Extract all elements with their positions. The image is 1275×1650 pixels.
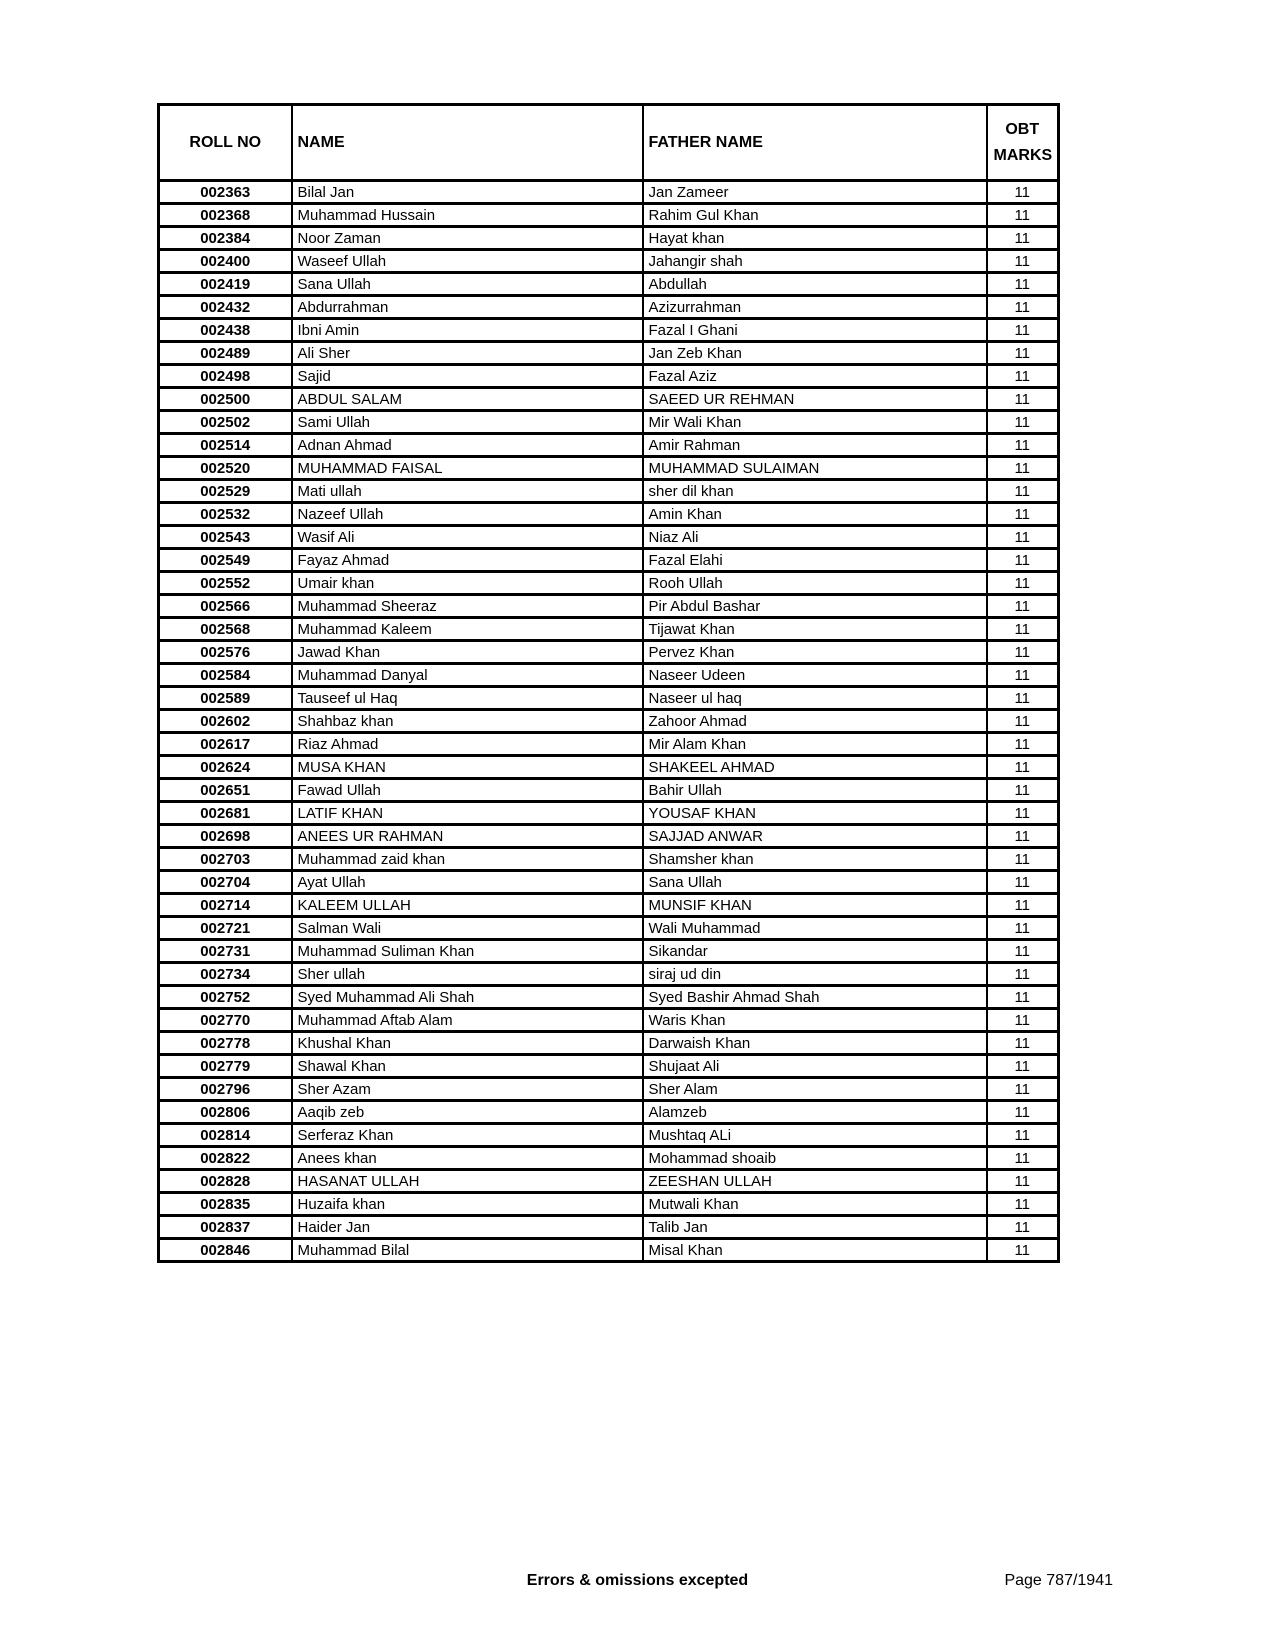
roll-no-cell: 002806 <box>159 1101 292 1124</box>
roll-no-cell: 002419 <box>159 273 292 296</box>
name-cell: Muhammad Hussain <box>292 204 643 227</box>
father-name-cell: Naseer ul haq <box>643 687 987 710</box>
father-name-cell: Alamzeb <box>643 1101 987 1124</box>
father-name-cell: Mir Wali Khan <box>643 411 987 434</box>
father-name-cell: Rooh Ullah <box>643 572 987 595</box>
roll-no-cell: 002498 <box>159 365 292 388</box>
father-name-cell: Jahangir shah <box>643 250 987 273</box>
father-name-cell: Waris Khan <box>643 1009 987 1032</box>
errors-omissions-note: Errors & omissions excepted <box>526 1572 749 1589</box>
table-row <box>159 1032 1059 1055</box>
table-row <box>159 572 1059 595</box>
header-row <box>159 105 1059 181</box>
name-cell: Umair khan <box>292 572 643 595</box>
table-row <box>159 664 1059 687</box>
name-cell: Fayaz Ahmad <box>292 549 643 572</box>
table-row <box>159 1101 1059 1124</box>
name-cell: Bilal Jan <box>292 181 643 204</box>
roll-no-cell: 002752 <box>159 986 292 1009</box>
name-cell: Khushal Khan <box>292 1032 643 1055</box>
table-row <box>159 204 1059 227</box>
table-row <box>159 319 1059 342</box>
father-name-cell: Fazal I Ghani <box>643 319 987 342</box>
page-footer <box>0 1572 1275 1596</box>
obt-marks-cell: 11 <box>987 618 1059 641</box>
obt-marks-cell: 11 <box>987 825 1059 848</box>
roll-no-cell: 002734 <box>159 963 292 986</box>
name-cell: Ali Sher <box>292 342 643 365</box>
father-name-cell: Fazal Aziz <box>643 365 987 388</box>
obt-marks-cell: 11 <box>987 365 1059 388</box>
name-cell: Sami Ullah <box>292 411 643 434</box>
father-name-cell: Sher Alam <box>643 1078 987 1101</box>
father-name-cell: Sikandar <box>643 940 987 963</box>
father-name-cell: MUHAMMAD SULAIMAN <box>643 457 987 480</box>
roll-no-cell: 002566 <box>159 595 292 618</box>
results-table-header <box>159 105 1059 181</box>
table-row <box>159 687 1059 710</box>
father-name-cell: Jan Zameer <box>643 181 987 204</box>
obt-marks-cell: 11 <box>987 595 1059 618</box>
father-name-cell: Pervez Khan <box>643 641 987 664</box>
page-number: Page 787/1941 <box>1004 1572 1113 1589</box>
name-cell: Sana Ullah <box>292 273 643 296</box>
name-cell: Huzaifa khan <box>292 1193 643 1216</box>
father-name-cell: Fazal Elahi <box>643 549 987 572</box>
roll-no-cell: 002651 <box>159 779 292 802</box>
roll-no-cell: 002543 <box>159 526 292 549</box>
table-row <box>159 1170 1059 1193</box>
obt-marks-cell: 11 <box>987 1101 1059 1124</box>
roll-no-cell: 002617 <box>159 733 292 756</box>
obt-marks-cell: 11 <box>987 779 1059 802</box>
table-row <box>159 710 1059 733</box>
obt-marks-cell: 11 <box>987 871 1059 894</box>
name-cell: Waseef Ullah <box>292 250 643 273</box>
father-name-cell: Talib Jan <box>643 1216 987 1239</box>
table-row <box>159 181 1059 204</box>
roll-no-cell: 002721 <box>159 917 292 940</box>
roll-no-cell: 002576 <box>159 641 292 664</box>
name-cell: ANEES UR RAHMAN <box>292 825 643 848</box>
results-table-body <box>159 181 1059 1262</box>
name-cell: Muhammad Suliman Khan <box>292 940 643 963</box>
obt-marks-cell: 11 <box>987 1193 1059 1216</box>
roll-no-cell: 002520 <box>159 457 292 480</box>
obt-marks-cell: 11 <box>987 963 1059 986</box>
table-row <box>159 825 1059 848</box>
obt-marks-cell: 11 <box>987 848 1059 871</box>
obt-marks-cell: 11 <box>987 526 1059 549</box>
roll-no-cell: 002584 <box>159 664 292 687</box>
table-row <box>159 503 1059 526</box>
table-row <box>159 1216 1059 1239</box>
father-name-cell: Darwaish Khan <box>643 1032 987 1055</box>
table-row <box>159 296 1059 319</box>
father-name-cell: SAEED UR REHMAN <box>643 388 987 411</box>
table-row <box>159 1078 1059 1101</box>
roll-no-cell: 002432 <box>159 296 292 319</box>
table-row <box>159 388 1059 411</box>
name-cell: Ayat Ullah <box>292 871 643 894</box>
father-name-cell: MUNSIF KHAN <box>643 894 987 917</box>
roll-no-cell: 002514 <box>159 434 292 457</box>
obt-marks-cell: 11 <box>987 641 1059 664</box>
father-name-cell: Shamsher khan <box>643 848 987 871</box>
father-name-cell: Wali Muhammad <box>643 917 987 940</box>
father-name-cell: Syed Bashir Ahmad Shah <box>643 986 987 1009</box>
name-cell: Salman Wali <box>292 917 643 940</box>
name-cell: Mati ullah <box>292 480 643 503</box>
name-cell: Sher Azam <box>292 1078 643 1101</box>
father-name-cell: Misal Khan <box>643 1239 987 1262</box>
table-row <box>159 733 1059 756</box>
name-cell: Nazeef Ullah <box>292 503 643 526</box>
father-name-cell: Amir Rahman <box>643 434 987 457</box>
name-cell: Muhammad zaid khan <box>292 848 643 871</box>
table-row <box>159 342 1059 365</box>
name-cell: Serferaz Khan <box>292 1124 643 1147</box>
father-name-cell: Azizurrahman <box>643 296 987 319</box>
obt-marks-cell: 11 <box>987 480 1059 503</box>
obt-marks-cell: 11 <box>987 319 1059 342</box>
table-row <box>159 894 1059 917</box>
roll-no-cell: 002681 <box>159 802 292 825</box>
obt-marks-cell: 11 <box>987 250 1059 273</box>
roll-no-cell: 002770 <box>159 1009 292 1032</box>
father-name-cell: sher dil khan <box>643 480 987 503</box>
roll-no-cell: 002549 <box>159 549 292 572</box>
father-name-cell: Bahir Ullah <box>643 779 987 802</box>
name-cell: Syed Muhammad Ali Shah <box>292 986 643 1009</box>
obt-marks-cell: 11 <box>987 503 1059 526</box>
roll-no-cell: 002363 <box>159 181 292 204</box>
roll-no-cell: 002602 <box>159 710 292 733</box>
name-cell: Tauseef ul Haq <box>292 687 643 710</box>
table-row <box>159 1009 1059 1032</box>
roll-no-cell: 002589 <box>159 687 292 710</box>
table-row <box>159 940 1059 963</box>
roll-no-cell: 002828 <box>159 1170 292 1193</box>
obt-marks-cell: 11 <box>987 434 1059 457</box>
roll-no-cell: 002822 <box>159 1147 292 1170</box>
table-row <box>159 273 1059 296</box>
roll-no-cell: 002500 <box>159 388 292 411</box>
roll-no-cell: 002837 <box>159 1216 292 1239</box>
father-name-cell: Jan Zeb Khan <box>643 342 987 365</box>
roll-no-cell: 002703 <box>159 848 292 871</box>
obt-marks-cell: 11 <box>987 1009 1059 1032</box>
name-cell: Shawal Khan <box>292 1055 643 1078</box>
name-cell: Muhammad Kaleem <box>292 618 643 641</box>
name-cell: HASANAT ULLAH <box>292 1170 643 1193</box>
table-row <box>159 1124 1059 1147</box>
father-name-cell: SAJJAD ANWAR <box>643 825 987 848</box>
obt-marks-cell: 11 <box>987 1032 1059 1055</box>
table-row <box>159 1055 1059 1078</box>
name-cell: Anees khan <box>292 1147 643 1170</box>
obt-marks-cell: 11 <box>987 549 1059 572</box>
roll-no-cell: 002796 <box>159 1078 292 1101</box>
obt-marks-cell: 11 <box>987 1078 1059 1101</box>
roll-no-cell: 002624 <box>159 756 292 779</box>
roll-no-cell: 002704 <box>159 871 292 894</box>
name-cell: Aaqib zeb <box>292 1101 643 1124</box>
roll-no-cell: 002778 <box>159 1032 292 1055</box>
obt-marks-cell: 11 <box>987 227 1059 250</box>
roll-no-cell: 002438 <box>159 319 292 342</box>
roll-no-cell: 002714 <box>159 894 292 917</box>
table-row <box>159 1147 1059 1170</box>
table-row <box>159 457 1059 480</box>
name-cell: Sajid <box>292 365 643 388</box>
obt-marks-cell: 11 <box>987 1055 1059 1078</box>
father-name-cell: Shujaat Ali <box>643 1055 987 1078</box>
roll-no-cell: 002489 <box>159 342 292 365</box>
obt-marks-cell: 11 <box>987 917 1059 940</box>
name-cell: Ibni Amin <box>292 319 643 342</box>
roll-no-cell: 002400 <box>159 250 292 273</box>
obt-marks-cell: 11 <box>987 1239 1059 1262</box>
header-father-name: FATHER NAME <box>643 105 987 181</box>
name-cell: Shahbaz khan <box>292 710 643 733</box>
header-name: NAME <box>292 105 643 181</box>
obt-marks-cell: 11 <box>987 802 1059 825</box>
father-name-cell: SHAKEEL AHMAD <box>643 756 987 779</box>
obt-marks-cell: 11 <box>987 894 1059 917</box>
table-row <box>159 779 1059 802</box>
table-row <box>159 549 1059 572</box>
name-cell: ABDUL SALAM <box>292 388 643 411</box>
name-cell: Muhammad Aftab Alam <box>292 1009 643 1032</box>
table-row <box>159 1193 1059 1216</box>
name-cell: Adnan Ahmad <box>292 434 643 457</box>
roll-no-cell: 002731 <box>159 940 292 963</box>
table-row <box>159 250 1059 273</box>
table-row <box>159 917 1059 940</box>
obt-marks-cell: 11 <box>987 388 1059 411</box>
name-cell: Jawad Khan <box>292 641 643 664</box>
table-row <box>159 618 1059 641</box>
father-name-cell: Mushtaq ALi <box>643 1124 987 1147</box>
father-name-cell: Tijawat Khan <box>643 618 987 641</box>
roll-no-cell: 002529 <box>159 480 292 503</box>
results-table <box>157 103 1060 1263</box>
roll-no-cell: 002368 <box>159 204 292 227</box>
roll-no-cell: 002814 <box>159 1124 292 1147</box>
obt-marks-cell: 11 <box>987 457 1059 480</box>
table-row <box>159 986 1059 1009</box>
name-cell: Abdurrahman <box>292 296 643 319</box>
obt-marks-cell: 11 <box>987 756 1059 779</box>
father-name-cell: Naseer Udeen <box>643 664 987 687</box>
table-row <box>159 1239 1059 1262</box>
roll-no-cell: 002846 <box>159 1239 292 1262</box>
name-cell: Noor Zaman <box>292 227 643 250</box>
father-name-cell: Sana Ullah <box>643 871 987 894</box>
obt-marks-cell: 11 <box>987 687 1059 710</box>
header-obt-marks: OBT MARKS <box>987 105 1059 181</box>
obt-marks-cell: 11 <box>987 664 1059 687</box>
roll-no-cell: 002552 <box>159 572 292 595</box>
father-name-cell: Mutwali Khan <box>643 1193 987 1216</box>
obt-marks-cell: 11 <box>987 411 1059 434</box>
roll-no-cell: 002568 <box>159 618 292 641</box>
header-roll-no: ROLL NO <box>159 105 292 181</box>
table-row <box>159 871 1059 894</box>
name-cell: Riaz Ahmad <box>292 733 643 756</box>
table-row <box>159 480 1059 503</box>
father-name-cell: ZEESHAN ULLAH <box>643 1170 987 1193</box>
name-cell: KALEEM ULLAH <box>292 894 643 917</box>
name-cell: Haider Jan <box>292 1216 643 1239</box>
name-cell: Fawad Ullah <box>292 779 643 802</box>
father-name-cell: Zahoor Ahmad <box>643 710 987 733</box>
obt-marks-cell: 11 <box>987 181 1059 204</box>
father-name-cell: Niaz Ali <box>643 526 987 549</box>
table-row <box>159 848 1059 871</box>
table-row <box>159 595 1059 618</box>
table-row <box>159 963 1059 986</box>
name-cell: Sher ullah <box>292 963 643 986</box>
obt-marks-cell: 11 <box>987 204 1059 227</box>
father-name-cell: Mir Alam Khan <box>643 733 987 756</box>
name-cell: MUHAMMAD FAISAL <box>292 457 643 480</box>
father-name-cell: Mohammad shoaib <box>643 1147 987 1170</box>
obt-marks-cell: 11 <box>987 342 1059 365</box>
table-row <box>159 756 1059 779</box>
name-cell: Muhammad Bilal <box>292 1239 643 1262</box>
table-row <box>159 227 1059 250</box>
name-cell: Muhammad Sheeraz <box>292 595 643 618</box>
roll-no-cell: 002502 <box>159 411 292 434</box>
obt-marks-cell: 11 <box>987 1124 1059 1147</box>
name-cell: Muhammad Danyal <box>292 664 643 687</box>
obt-marks-cell: 11 <box>987 1216 1059 1239</box>
obt-marks-cell: 11 <box>987 710 1059 733</box>
roll-no-cell: 002384 <box>159 227 292 250</box>
roll-no-cell: 002835 <box>159 1193 292 1216</box>
name-cell: MUSA KHAN <box>292 756 643 779</box>
table-row <box>159 365 1059 388</box>
obt-marks-cell: 11 <box>987 1170 1059 1193</box>
table-row <box>159 434 1059 457</box>
obt-marks-cell: 11 <box>987 940 1059 963</box>
father-name-cell: Rahim Gul Khan <box>643 204 987 227</box>
table-row <box>159 802 1059 825</box>
table-row <box>159 411 1059 434</box>
obt-marks-cell: 11 <box>987 986 1059 1009</box>
father-name-cell: Abdullah <box>643 273 987 296</box>
father-name-cell: YOUSAF KHAN <box>643 802 987 825</box>
obt-marks-cell: 11 <box>987 572 1059 595</box>
father-name-cell: Hayat khan <box>643 227 987 250</box>
name-cell: Wasif Ali <box>292 526 643 549</box>
father-name-cell: Amin Khan <box>643 503 987 526</box>
father-name-cell: siraj ud din <box>643 963 987 986</box>
roll-no-cell: 002532 <box>159 503 292 526</box>
obt-marks-cell: 11 <box>987 733 1059 756</box>
name-cell: LATIF KHAN <box>292 802 643 825</box>
roll-no-cell: 002779 <box>159 1055 292 1078</box>
obt-marks-cell: 11 <box>987 296 1059 319</box>
roll-no-cell: 002698 <box>159 825 292 848</box>
obt-marks-cell: 11 <box>987 273 1059 296</box>
table-row <box>159 526 1059 549</box>
obt-marks-cell: 11 <box>987 1147 1059 1170</box>
father-name-cell: Pir Abdul Bashar <box>643 595 987 618</box>
table-row <box>159 641 1059 664</box>
